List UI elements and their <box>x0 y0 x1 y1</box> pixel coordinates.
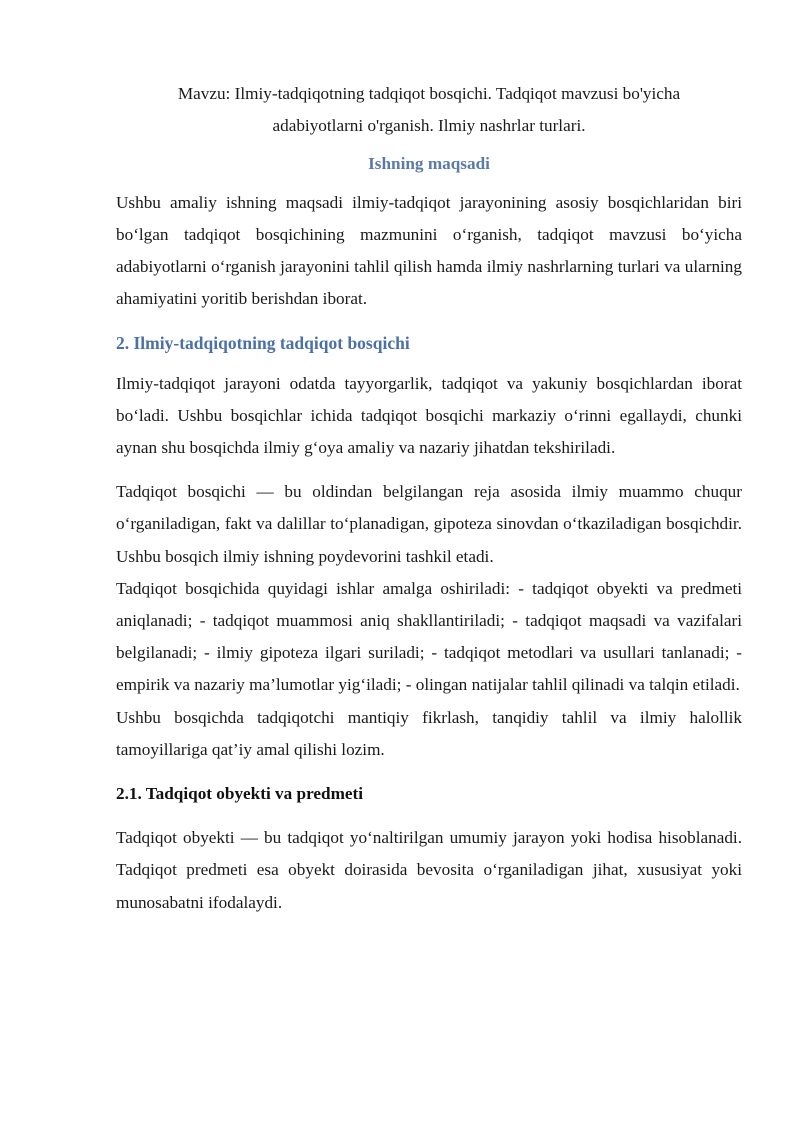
goal-heading: Ishning maqsadi <box>368 154 490 174</box>
goal-paragraph: Ushbu amaliy ishning maqsadi ilmiy-tadqiqot jarayonining asosiy bosqichlaridan biri bo‘lgan tadqiqot bosqichining mazmunini o‘rganish, tadqiqot mavzusi bo‘yicha adabiyotlarni o‘rganish jarayonini tahlil qilish hamda ilmiy nashrlarning turlari va ularning ahamiyatini yoritib berishdan iborat. <box>116 192 742 309</box>
document-body <box>116 78 742 931</box>
section-2-paragraph: Ushbu bosqichda tadqiqotchi mantiqiy fikrlash, tanqidiy tahlil va ilmiy halollik tamoyillariga qat’iy amal qilishi lozim. <box>116 707 742 759</box>
section-2-paragraph: Ilmiy-tadqiqot jarayoni odatda tayyorgarlik, tadqiqot va yakuniy bosqichlardan iborat bo‘ladi. Ushbu bosqichlar ichida tadqiqot bosqichi markaziy o‘rinni egallaydi, chunki aynan shu bosqichda ilmiy g‘oya amaliy va nazariy jihatdan tekshiriladi. <box>116 373 742 458</box>
section-2-paragraph: Tadqiqot bosqichida quyidagi ishlar amalga oshiriladi: - tadqiqot obyekti va predmeti aniqlanadi; - tadqiqot muammosi aniq shakllantiriladi; - tadqiqot maqsadi va vazifalari belgilanadi; - ilmiy gipoteza ilgari suriladi; - tadqiqot metodlari va usullari tanlanadi; - empirik va nazariy ma’lumotlar yig‘iladi; - olingan natijalar tahlil qilinadi va talqin etiladi. <box>116 578 742 695</box>
subsection-2-1-heading: 2.1. Tadqiqot obyekti va predmeti <box>116 784 364 804</box>
document-topic: Mavzu: Ilmiy-tadqiqotning tadqiqot bosqichi. Tadqiqot mavzusi bo'yicha adabiyotlarni o'rganish. Ilmiy nashrlar turlari. <box>177 84 681 136</box>
subsection-2-1-paragraph: Tadqiqot obyekti — bu tadqiqot yo‘naltirilgan umumiy jarayon yoki hodisa hisoblanadi. Tadqiqot predmeti esa obyekt doirasida bevosita o‘rganiladigan jihat, xususiyat yoki munosabatni ifodalaydi. <box>116 828 742 912</box>
section-2-paragraph: Tadqiqot bosqichi — bu oldindan belgilangan reja asosida ilmiy muammo chuqur o‘rganiladigan, fakt va dalillar to‘planadigan, gipoteza sinovdan o‘tkaziladigan bosqichdir. Ushbu bosqich ilmiy ishning poydevorini tashkil etadi. <box>116 482 742 566</box>
section-2-heading: 2. Ilmiy-tadqiqotning tadqiqot bosqichi <box>116 333 410 354</box>
